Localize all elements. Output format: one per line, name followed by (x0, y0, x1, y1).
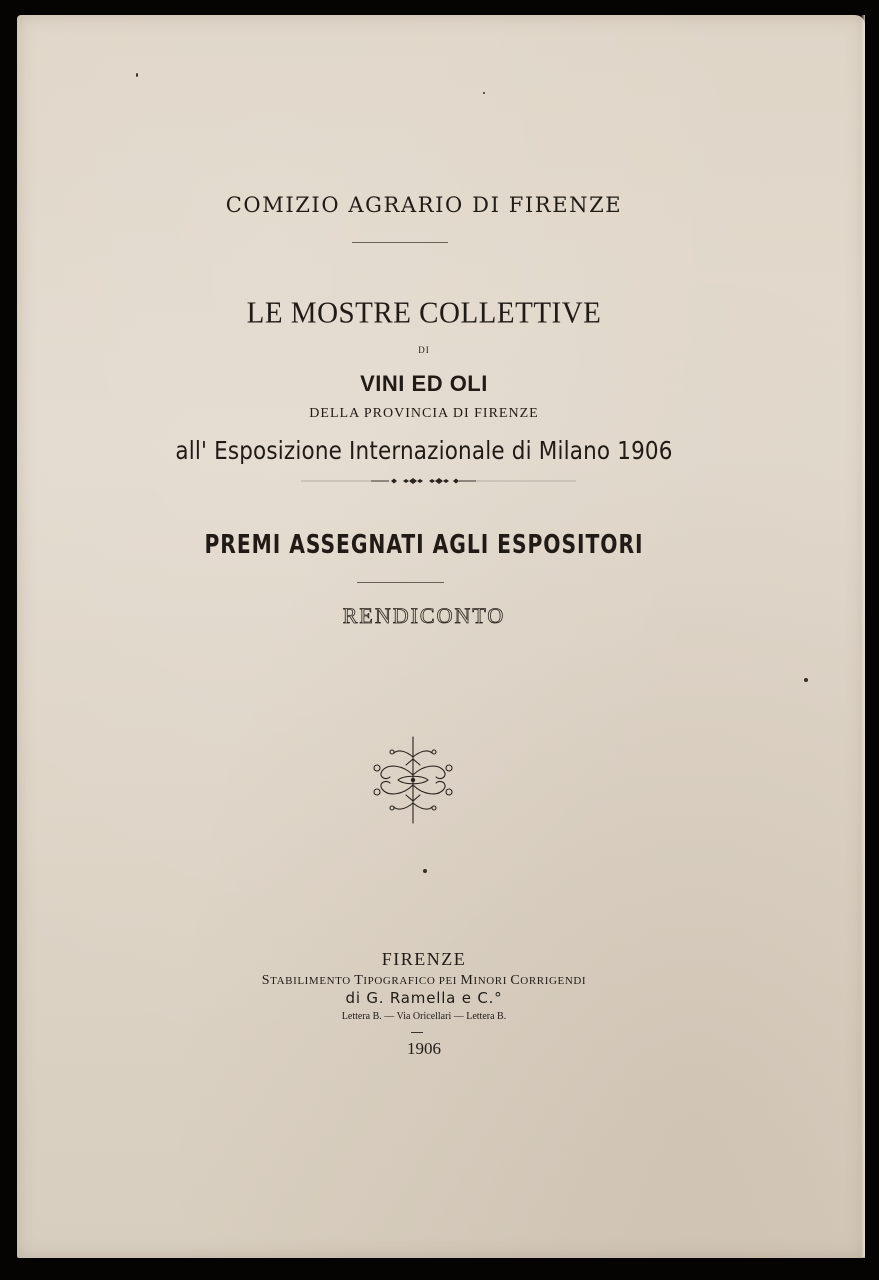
imprint-year: 1906 (407, 1039, 441, 1058)
document-page (17, 15, 865, 1258)
subtitle: PREMI ASSEGNATI AGLI ESPOSITORI (204, 530, 644, 560)
title-line-2: VINI ED OLI (360, 371, 488, 396)
imprint-city: FIRENZE (381, 949, 467, 969)
imprint-address: Lettera B. — Via Oricellari — Lettera B. (341, 1011, 507, 1022)
divider-dash (411, 1032, 423, 1033)
imprint-publisher: di G. Ramella e C.° (345, 989, 503, 1007)
ink-speck (136, 73, 138, 77)
title-line-3: DELLA PROVINCIA DI FIRENZE (309, 406, 539, 421)
fleuron-ornament-icon (368, 735, 458, 825)
title-line-4: all' Esposizione Internazionale di Milano 1906 (175, 436, 673, 465)
ink-speck (483, 92, 485, 94)
title-line-1: LE MOSTRE COLLETTIVE (246, 296, 602, 330)
ink-speck (804, 678, 808, 682)
ornamental-divider-icon (301, 476, 581, 486)
section-title: RENDICONTO (342, 603, 506, 628)
society-name: COMIZIO AGRARIO DI FIRENZE (225, 193, 623, 217)
title-di: DI (418, 345, 430, 355)
ink-speck (423, 869, 427, 873)
imprint-printer: STABILIMENTO TIPOGRAFICO PEI MINORI CORRIGENDI (261, 973, 587, 988)
divider-rule (352, 242, 448, 243)
divider-rule (357, 582, 444, 583)
